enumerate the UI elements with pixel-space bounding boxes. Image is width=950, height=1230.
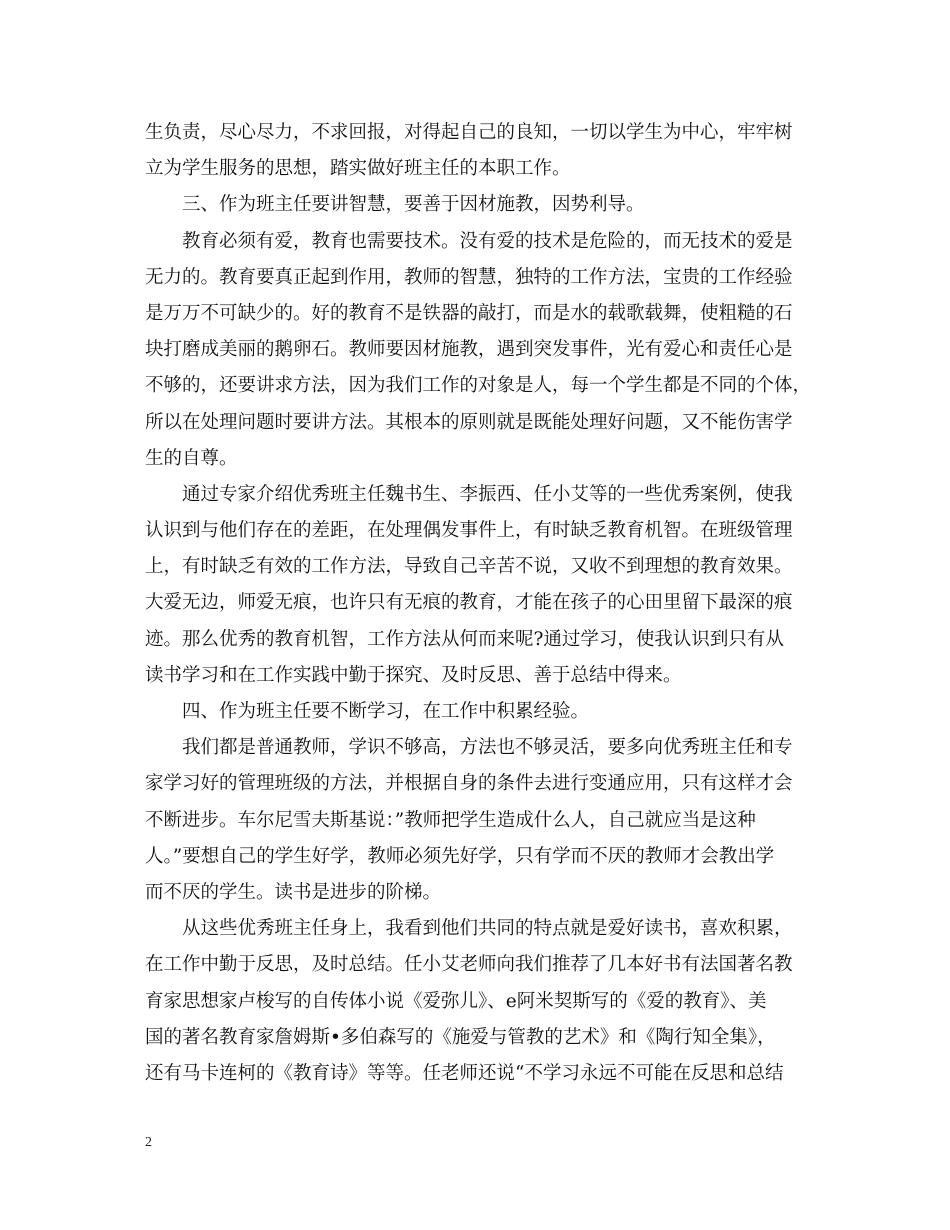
page-number: 2 [145, 1135, 152, 1150]
text-line: 所以在处理问题时要讲方法。其根本的原则就是既能处理好问题，又不能伤害学 [145, 411, 793, 433]
text-line: 国的著名教育家詹姆斯•多伯森写的《施爱与管教的艺术》和《陶行知全集》， [145, 1026, 776, 1048]
text-line: 上，有时缺乏有效的工作方法，导致自己辛苦不说，又收不到理想的教育效果。 [145, 556, 793, 578]
text-line: 块打磨成美丽的鹅卵石。教师要因材施教，遇到突发事件，光有爱心和责任心是 [145, 339, 793, 361]
text-line: 生的自尊。 [145, 447, 238, 469]
text-line: 无力的。教育要真正起到作用，教师的智慧，独特的工作方法，宝贵的工作经验 [145, 266, 793, 288]
text-line: 育家思想家卢梭写的自传体小说《爱弥儿》、e阿米契斯写的《爱的教育》、美 [145, 990, 767, 1012]
text-line: 大爱无边，师爱无痕，也许只有无痕的教育，才能在孩子的心田里留下最深的痕 [145, 592, 793, 614]
text-line: 是万万不可缺少的。好的教育不是铁器的敲打，而是水的载歌载舞，使粗糙的石 [145, 302, 793, 324]
text-line: 我们都是普通教师，学识不够高，方法也不够灵活，要多向优秀班主任和专 [182, 737, 793, 759]
text-line: 人。”要想自己的学生好学，教师必须先好学，只有学而不厌的教师才会教出学 [145, 845, 775, 867]
text-line: 而不厌的学生。读书是进步的阶梯。 [145, 881, 442, 903]
text-line: 迹。那么优秀的教育机智，工作方法从何而来呢?通过学习，使我认识到只有从 [145, 628, 784, 650]
text-line: 生负责，尽心尽力，不求回报，对得起自己的良知，一切以学生为中心，牢牢树 [145, 122, 793, 143]
text-line: 家学习好的管理班级的方法，并根据自身的条件去进行变通应用，只有这样才会 [145, 773, 793, 795]
text-line: 教育必须有爱，教育也需要技术。没有爱的技术是危险的，而无技术的爱是 [182, 230, 793, 252]
text-line: 四、作为班主任要不断学习，在工作中积累经验。 [182, 701, 590, 722]
text-line: 三、作为班主任要讲智慧，要善于因材施教，因势利导。 [182, 194, 645, 216]
text-line: 不断进步。车尔尼雪夫斯基说：”教师把学生造成什么人，自己就应当是这种 [145, 809, 756, 831]
document-body [145, 115, 812, 1092]
text-line: 从这些优秀班主任身上，我看到他们共同的特点就是爱好读书，喜欢积累， [182, 918, 793, 940]
text-line: 还有马卡连柯的《教育诗》等等。任老师还说“不学习永远不可能在反思和总结 [145, 1062, 784, 1084]
text-line: 通过专家介绍优秀班主任魏书生、李振西、任小艾等的一些优秀案例，使我 [182, 483, 793, 505]
text-line: 不够的，还要讲求方法，因为我们工作的对象是人，每一个学生都是不同的个体， [145, 375, 812, 397]
text-line: 立为学生服务的思想，踏实做好班主任的本职工作。 [145, 158, 571, 180]
text-line: 认识到与他们存在的差距，在处理偶发事件上，有时缺乏教育机智。在班级管理 [145, 520, 793, 542]
text-line: 在工作中勤于反思，及时总结。任小艾老师向我们推荐了几本好书有法国著名教 [145, 954, 793, 976]
text-line: 读书学习和在工作实践中勤于探究、及时反思、善于总结中得来。 [145, 664, 682, 686]
